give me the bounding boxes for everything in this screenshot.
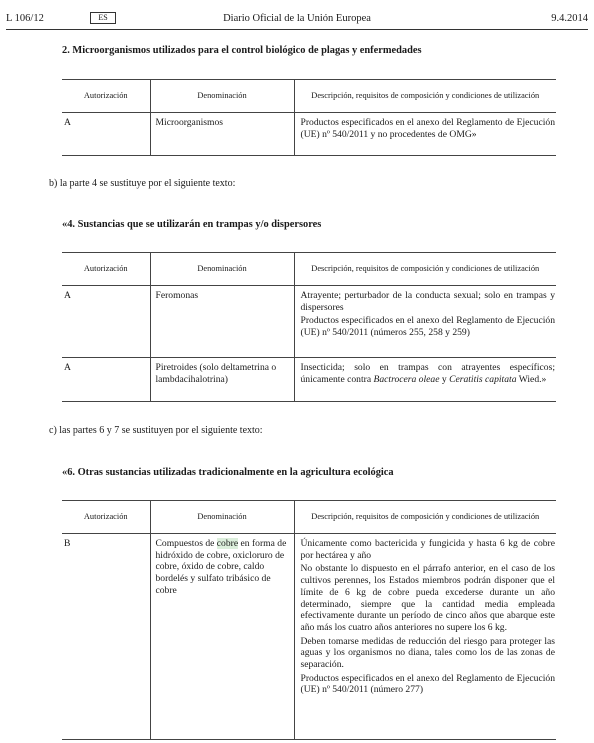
column-header-authorization: Autorización xyxy=(62,253,150,286)
name-cell: Piretroides (solo deltametrina o lambdacihalotrina) xyxy=(150,358,294,402)
column-header-name: Denominación xyxy=(150,253,294,286)
description-cell: Productos especificados en el anexo del Reglamento de Ejecución (UE) nº 540/2011 y no procedentes de OMG» xyxy=(294,113,556,156)
section-2-heading: 2. Microorganismos utilizados para el control biológico de plagas y enfermedades xyxy=(62,45,422,56)
table-row xyxy=(62,286,556,358)
column-header-name: Denominación xyxy=(150,501,294,534)
section-4-heading: «4. Sustancias que se utilizarán en trampas y/o dispersores xyxy=(62,219,322,230)
paragraph-b: b) la parte 4 se sustituye por el siguiente texto: xyxy=(49,178,236,189)
authorization-cell: B xyxy=(62,534,150,740)
section-6-heading: «6. Otras sustancias utilizadas tradicionalmente en la agricultura ecológica xyxy=(62,467,394,478)
name-cell: Compuestos de cobre en forma de hidróxido de cobre, oxicloruro de cobre, óxido de cobre, caldo bordelés y sulfato tribásico de cobre xyxy=(150,534,294,740)
paragraph-c: c) las partes 6 y 7 se sustituyen por el siguiente texto: xyxy=(49,425,263,436)
table-header-row xyxy=(62,253,556,286)
page-reference: L 106/12 xyxy=(6,13,44,24)
column-header-description: Descripción, requisitos de composición y condiciones de utilización xyxy=(294,501,556,534)
table-row xyxy=(62,534,556,740)
column-header-name: Denominación xyxy=(150,80,294,113)
description-cell: Únicamente como bactericida y fungicida y hasta 6 kg de cobre por hectárea y año No obstante lo dispuesto en el párrafo anterior, en el caso de los cultivos perennes, los Estados miembros podrán disponer que el límite de 6 kg de cobre pueda excederse durante un año determinado, siempre que la cantidad media empleada efectivamente durante un período de cinco años que abarque este año más los cuatro años anteriores no supere los 6 kg. Deben tomarse medidas de reducción del riesgo para proteger las aguas y los organismos no diana, tales como los de las zonas de separación. Productos especificados en el anexo del Reglamento de Ejecución (UE) nº 540/2011 (número 277) xyxy=(294,534,556,740)
column-header-authorization: Autorización xyxy=(62,80,150,113)
header-rule xyxy=(6,29,588,30)
table-row xyxy=(62,358,556,402)
highlighted-term: cobre xyxy=(216,538,239,549)
page-header xyxy=(6,13,588,27)
issue-date: 9.4.2014 xyxy=(551,13,588,24)
description-cell: Insecticida; solo en trampas con atrayentes específicos; únicamente contra Bactrocera oleae y Ceratitis capitata Wied.» xyxy=(294,358,556,402)
section-4-table xyxy=(62,252,556,402)
section-6-table xyxy=(62,500,556,740)
column-header-description: Descripción, requisitos de composición y condiciones de utilización xyxy=(294,253,556,286)
language-badge: ES xyxy=(90,12,116,24)
journal-title: Diario Oficial de la Unión Europea xyxy=(223,13,371,24)
authorization-cell: A xyxy=(62,286,150,358)
table-header-row xyxy=(62,501,556,534)
column-header-description: Descripción, requisitos de composición y condiciones de utilización xyxy=(294,80,556,113)
name-cell: Feromonas xyxy=(150,286,294,358)
description-cell: Atrayente; perturbador de la conducta sexual; solo en trampas y dispersores Productos especificados en el anexo del Reglamento de Ejecución (UE) nº 540/2011 (números 255, 258 y 259) xyxy=(294,286,556,358)
authorization-cell: A xyxy=(62,358,150,402)
column-header-authorization: Autorización xyxy=(62,501,150,534)
name-cell: Microorganismos xyxy=(150,113,294,156)
table-row xyxy=(62,113,556,156)
table-header-row xyxy=(62,80,556,113)
authorization-cell: A xyxy=(62,113,150,156)
section-2-table xyxy=(62,79,556,156)
